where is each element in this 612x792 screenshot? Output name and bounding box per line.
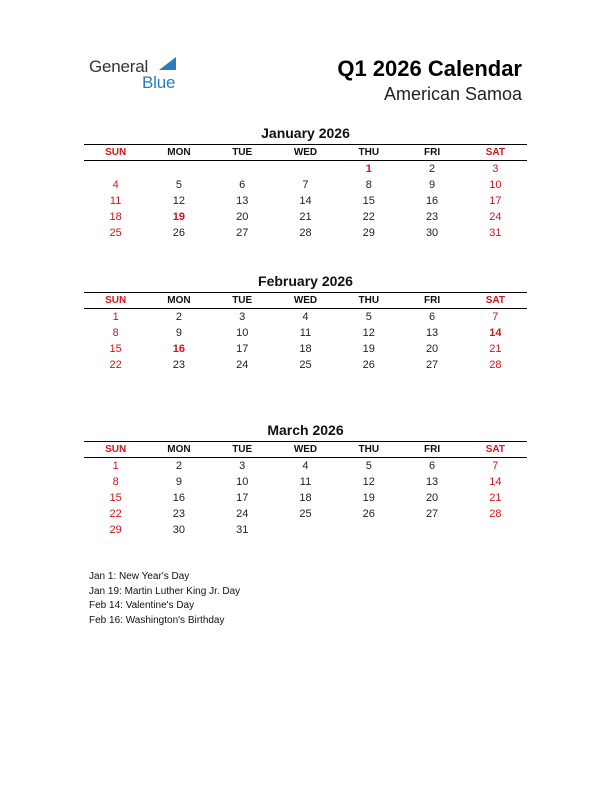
- day-cell: 18: [299, 343, 312, 355]
- day-cell: 8: [112, 327, 119, 339]
- day-cell: 20: [425, 492, 439, 504]
- day-cell: 19: [172, 211, 186, 223]
- day-cell: 14: [299, 195, 312, 207]
- weekday-label: FRI: [424, 444, 441, 455]
- day-cell: 22: [109, 359, 122, 371]
- day-cell: 28: [489, 359, 502, 371]
- day-cell: 29: [362, 227, 375, 239]
- weekday-label: THU: [358, 444, 380, 455]
- day-cell: 27: [236, 227, 249, 239]
- day-cell: 6: [429, 311, 436, 323]
- weekday-label: SUN: [105, 295, 127, 306]
- day-cell: 15: [109, 492, 122, 504]
- day-cell: 12: [172, 195, 186, 207]
- month-title: February 2026: [258, 273, 353, 289]
- weekday-label: THU: [358, 147, 380, 158]
- day-cell: 29: [109, 524, 122, 536]
- day-cell: 13: [236, 195, 249, 207]
- day-cell: 16: [172, 492, 186, 504]
- day-cell: 6: [429, 460, 436, 472]
- day-cell: 4: [302, 311, 309, 323]
- day-cell: 21: [489, 492, 502, 504]
- day-cell: 31: [236, 524, 249, 536]
- day-cell: 23: [172, 508, 186, 520]
- day-grid: [84, 161, 527, 241]
- day-cell: 12: [362, 476, 375, 488]
- day-cell: 10: [236, 327, 249, 339]
- day-cell: 24: [489, 211, 502, 223]
- day-cell: 26: [362, 359, 375, 371]
- day-cell: 5: [175, 179, 182, 191]
- day-cell: 30: [172, 524, 186, 536]
- day-cell: 10: [489, 179, 502, 191]
- day-cell: 28: [299, 227, 312, 239]
- day-cell: 16: [172, 343, 186, 355]
- month-title: January 2026: [261, 125, 350, 141]
- holiday-item: Feb 16: Washington's Birthday: [89, 614, 225, 626]
- day-cell: 13: [425, 476, 439, 488]
- weekday-header: [84, 144, 527, 161]
- weekday-label: SUN: [105, 444, 127, 455]
- day-cell: 16: [425, 195, 439, 207]
- day-cell: 4: [112, 179, 119, 191]
- day-cell: 19: [362, 343, 375, 355]
- day-cell: 7: [302, 179, 309, 191]
- logo-blue-text: Blue: [142, 73, 176, 92]
- weekday-label: WED: [293, 444, 318, 455]
- day-cell: 20: [236, 211, 249, 223]
- day-cell: 9: [429, 179, 436, 191]
- day-cell: 19: [362, 492, 375, 504]
- page-subtitle: American Samoa: [383, 84, 522, 104]
- day-cell: 27: [425, 359, 439, 371]
- day-cell: 22: [109, 508, 122, 520]
- day-cell: 1: [112, 311, 119, 323]
- day-cell: 28: [489, 508, 502, 520]
- day-cell: 14: [489, 327, 502, 339]
- logo-triangle-icon: [159, 57, 176, 70]
- day-cell: 8: [365, 179, 372, 191]
- day-cell: 7: [492, 460, 499, 472]
- day-cell: 8: [112, 476, 119, 488]
- empty-day-cell: [147, 161, 210, 177]
- logo-general-text: General: [89, 57, 149, 76]
- day-cell: 25: [109, 227, 122, 239]
- day-cell: 5: [365, 460, 372, 472]
- page-title: Q1 2026 Calendar: [337, 56, 522, 81]
- day-cell: 21: [489, 343, 502, 355]
- weekday-label: WED: [293, 147, 318, 158]
- day-cell: 18: [109, 211, 122, 223]
- day-cell: 14: [489, 476, 502, 488]
- day-cell: 7: [492, 311, 499, 323]
- month-title: March 2026: [267, 422, 344, 438]
- month-january: [84, 124, 527, 241]
- weekday-label: TUE: [232, 147, 253, 158]
- weekday-label: FRI: [424, 147, 441, 158]
- day-cell: 23: [425, 211, 439, 223]
- month-february: [84, 272, 527, 373]
- day-cell: 26: [172, 227, 186, 239]
- day-cell: 9: [175, 327, 182, 339]
- day-cell: 10: [236, 476, 249, 488]
- day-cell: 17: [236, 343, 249, 355]
- day-cell: 26: [362, 508, 375, 520]
- day-cell: 3: [492, 163, 499, 175]
- weekday-header: [84, 441, 527, 458]
- holiday-item: Feb 14: Valentine's Day: [89, 600, 195, 611]
- empty-day-cell: [274, 161, 337, 177]
- holiday-item: Jan 19: Martin Luther King Jr. Day: [89, 585, 241, 597]
- day-cell: 15: [109, 343, 122, 355]
- day-cell: 13: [425, 327, 439, 339]
- day-cell: 11: [299, 327, 312, 339]
- day-cell: 9: [175, 476, 182, 488]
- day-cell: 18: [299, 492, 312, 504]
- day-cell: 1: [112, 460, 119, 472]
- day-cell: 22: [362, 211, 375, 223]
- empty-day-cell: [84, 161, 147, 177]
- day-cell: 11: [299, 476, 312, 488]
- weekday-label: SUN: [105, 147, 127, 158]
- weekday-label: THU: [358, 295, 380, 306]
- day-cell: 27: [425, 508, 439, 520]
- day-cell: 2: [429, 163, 436, 175]
- day-cell: 25: [299, 359, 312, 371]
- day-cell: 24: [236, 359, 249, 371]
- weekday-label: MON: [167, 444, 191, 455]
- day-cell: 5: [365, 311, 372, 323]
- empty-day-cell: [211, 161, 274, 177]
- day-cell: 25: [299, 508, 312, 520]
- weekday-label: SAT: [485, 444, 505, 455]
- weekday-label: TUE: [232, 444, 253, 455]
- day-cell: 15: [362, 195, 375, 207]
- day-cell: 17: [489, 195, 502, 207]
- day-cell: 3: [239, 460, 246, 472]
- day-cell: 17: [236, 492, 249, 504]
- weekday-header: [84, 292, 527, 309]
- day-grid: [84, 458, 527, 538]
- day-cell: 31: [489, 227, 502, 239]
- day-grid: [84, 309, 527, 373]
- logo: [89, 57, 199, 93]
- day-cell: 6: [239, 179, 246, 191]
- day-cell: 21: [299, 211, 312, 223]
- month-march: [84, 421, 527, 538]
- day-cell: 30: [425, 227, 439, 239]
- weekday-label: SAT: [485, 147, 505, 158]
- weekday-label: WED: [293, 295, 318, 306]
- weekday-label: MON: [167, 147, 191, 158]
- holiday-list: [89, 570, 240, 628]
- day-cell: 1: [365, 163, 372, 175]
- day-cell: 23: [172, 359, 186, 371]
- weekday-label: TUE: [232, 295, 253, 306]
- day-cell: 11: [109, 195, 122, 207]
- day-cell: 4: [302, 460, 309, 472]
- weekday-label: FRI: [424, 295, 441, 306]
- day-cell: 2: [175, 311, 182, 323]
- weekday-label: MON: [167, 295, 191, 306]
- day-cell: 20: [425, 343, 439, 355]
- holiday-item: Jan 1: New Year's Day: [89, 571, 190, 582]
- day-cell: 3: [239, 311, 246, 323]
- day-cell: 12: [362, 327, 375, 339]
- weekday-label: SAT: [485, 295, 505, 306]
- day-cell: 2: [175, 460, 182, 472]
- day-cell: 24: [236, 508, 249, 520]
